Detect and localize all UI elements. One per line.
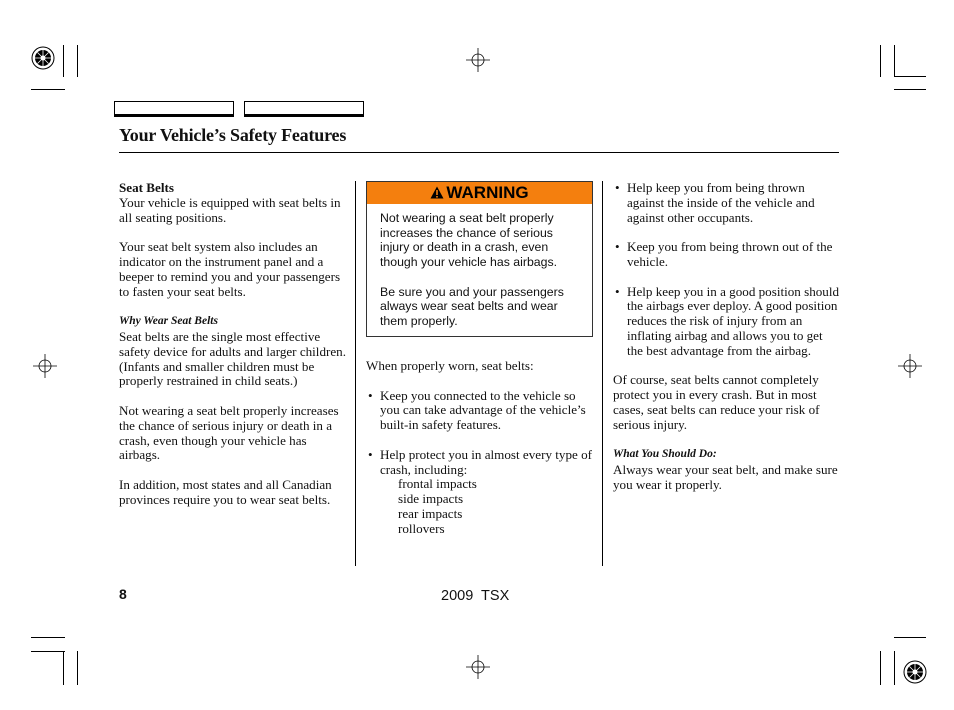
list-item: • Keep you from being thrown out of the vehicle. xyxy=(615,239,833,269)
header-tab-left xyxy=(114,101,234,117)
crash-type: rollovers xyxy=(398,520,445,536)
paragraph: Of course, seat belts cannot completely protect you in every crash. But in most cases, seat belts can reduce your risk of serious injury. xyxy=(613,372,820,432)
paragraph: Your seat belt system also includes an indicator on the instrument panel and a beeper to remind you and your passengers to fasten your seat belts. xyxy=(119,239,341,299)
list-item: • Help protect you in almost every type of crash, including: frontal impacts side impacts rear impacts rollovers xyxy=(366,448,596,537)
subheading: Why Wear Seat Belts xyxy=(119,315,218,328)
section-heading: Seat Belts xyxy=(119,180,174,195)
registration-mark-icon xyxy=(902,659,928,685)
crosshair-target-icon xyxy=(33,354,57,378)
page-title: Your Vehicle’s Safety Features xyxy=(119,125,347,145)
warning-box xyxy=(366,181,593,337)
paragraph: In addition, most states and all Canadian provinces require you to wear seat belts. xyxy=(119,476,332,507)
column-divider xyxy=(355,181,356,566)
crash-type: side impacts xyxy=(398,491,464,507)
warning-body xyxy=(367,204,592,329)
list-item: • Help keep you in a good position should the airbags ever deploy. A good position reduces the risk of injury from an inflating airbag and allows you to get the best advantage from the airbag. xyxy=(615,283,840,358)
registration-mark-icon xyxy=(30,45,56,71)
title-rule xyxy=(119,152,839,153)
column-right xyxy=(613,181,841,508)
header-tab-right xyxy=(244,101,364,117)
warning-paragraph: Be sure you and your passengers always wear seat belts and wear them properly. xyxy=(380,284,564,328)
crosshair-target-icon xyxy=(898,354,922,378)
list-item: • Keep you connected to the vehicle so you can take advantage of the vehicle’s built-in safety features. xyxy=(368,387,586,433)
list-item: • Help keep you from being thrown against the inside of the vehicle and against other occupants. xyxy=(615,180,815,225)
page-number: 8 xyxy=(119,586,127,602)
crosshair-target-icon xyxy=(466,48,490,72)
crosshair-target-icon xyxy=(466,655,490,679)
paragraph: When properly worn, seat belts: xyxy=(366,358,534,373)
paragraph: Your vehicle is equipped with seat belts in all seating positions. xyxy=(119,194,341,225)
crash-type: rear impacts xyxy=(398,505,463,521)
paragraph: Not wearing a seat belt properly increases the chance of serious injury or death in a crash, even though your vehicle has airbags. xyxy=(119,402,339,463)
warning-paragraph: Not wearing a seat belt properly increases the chance of serious injury or death in a crash, even though your vehicle has airbags. xyxy=(380,211,558,270)
warning-triangle-icon xyxy=(430,186,444,199)
model-name: 2009 TSX xyxy=(441,588,510,604)
column-middle xyxy=(366,359,596,551)
paragraph: Seat belts are the single most effective safety device for adults and larger children. (Infants and smaller children must be properly restrained in child seats.) xyxy=(119,328,346,389)
warning-label: WARNING xyxy=(446,183,529,202)
column-divider xyxy=(602,181,603,566)
warning-header xyxy=(367,182,592,204)
subheading: What You Should Do: xyxy=(613,448,717,461)
column-left xyxy=(119,181,347,522)
crash-type: frontal impacts xyxy=(398,476,477,492)
paragraph: Always wear your seat belt, and make sure you wear it properly. xyxy=(613,462,838,492)
